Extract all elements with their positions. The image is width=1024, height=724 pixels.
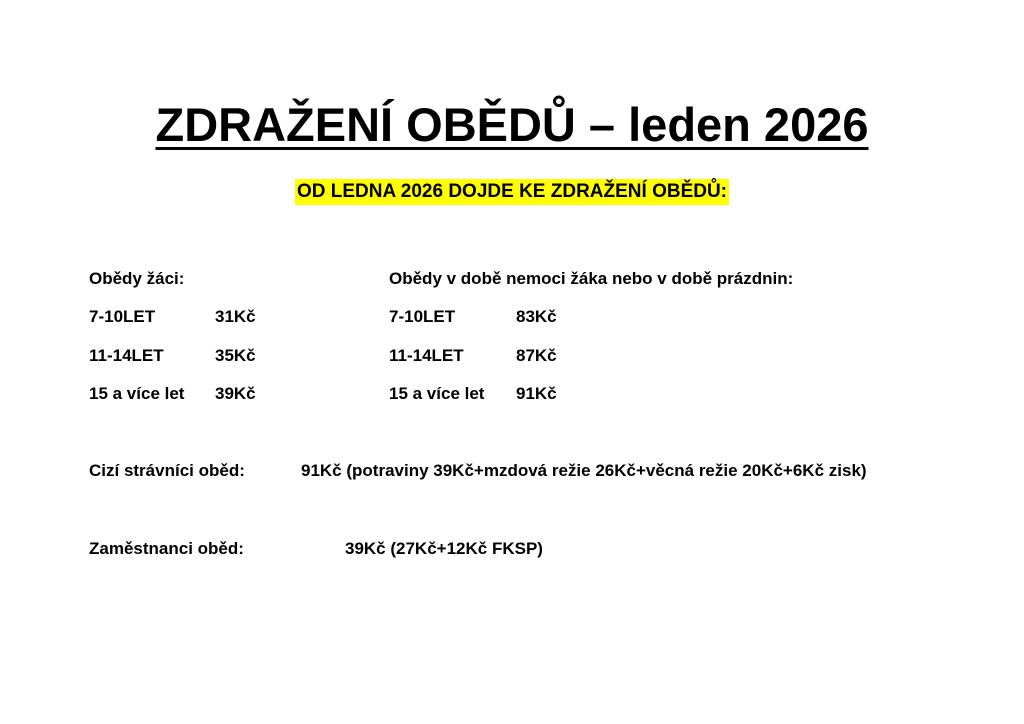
illness-age-7-10: 7-10LET bbox=[389, 307, 456, 326]
highlighted-notice-text: OD LEDNA 2026 DOJDE KE ZDRAŽENÍ OBĚDŮ: bbox=[295, 179, 729, 205]
illness-age-11-14: 11-14LET bbox=[389, 346, 464, 365]
students-price-15-plus: 39Kč bbox=[215, 384, 256, 403]
employees-price: 39Kč (27Kč+12Kč FKSP) bbox=[345, 539, 543, 558]
illness-age-15-plus: 15 a více let bbox=[389, 384, 485, 403]
students-age-15-plus: 15 a více let bbox=[89, 384, 185, 403]
students-heading: Obědy žáci: bbox=[89, 269, 185, 288]
students-age-7-10: 7-10LET bbox=[89, 307, 156, 326]
employees-label: Zaměstnanci oběd: bbox=[89, 539, 244, 558]
external-diners-price: 91Kč (potraviny 39Kč+mzdová režie 26Kč+věcná režie 20Kč+6Kč zisk) bbox=[301, 461, 867, 480]
illness-price-11-14: 87Kč bbox=[516, 346, 557, 365]
page-title-text: ZDRAŽENÍ OBĚDŮ – leden 2026 bbox=[155, 98, 869, 151]
price-increase-notice bbox=[0, 177, 1024, 207]
students-price-11-14: 35Kč bbox=[215, 346, 256, 365]
external-diners-label: Cizí strávníci oběd: bbox=[89, 461, 245, 480]
students-age-11-14: 11-14LET bbox=[89, 346, 164, 365]
illness-heading: Obědy v době nemoci žáka nebo v době prázdnin: bbox=[389, 269, 794, 288]
illness-price-7-10: 83Kč bbox=[516, 307, 557, 326]
illness-price-15-plus: 91Kč bbox=[516, 384, 557, 403]
page-title bbox=[0, 96, 1024, 154]
students-price-7-10: 31Kč bbox=[215, 307, 256, 326]
